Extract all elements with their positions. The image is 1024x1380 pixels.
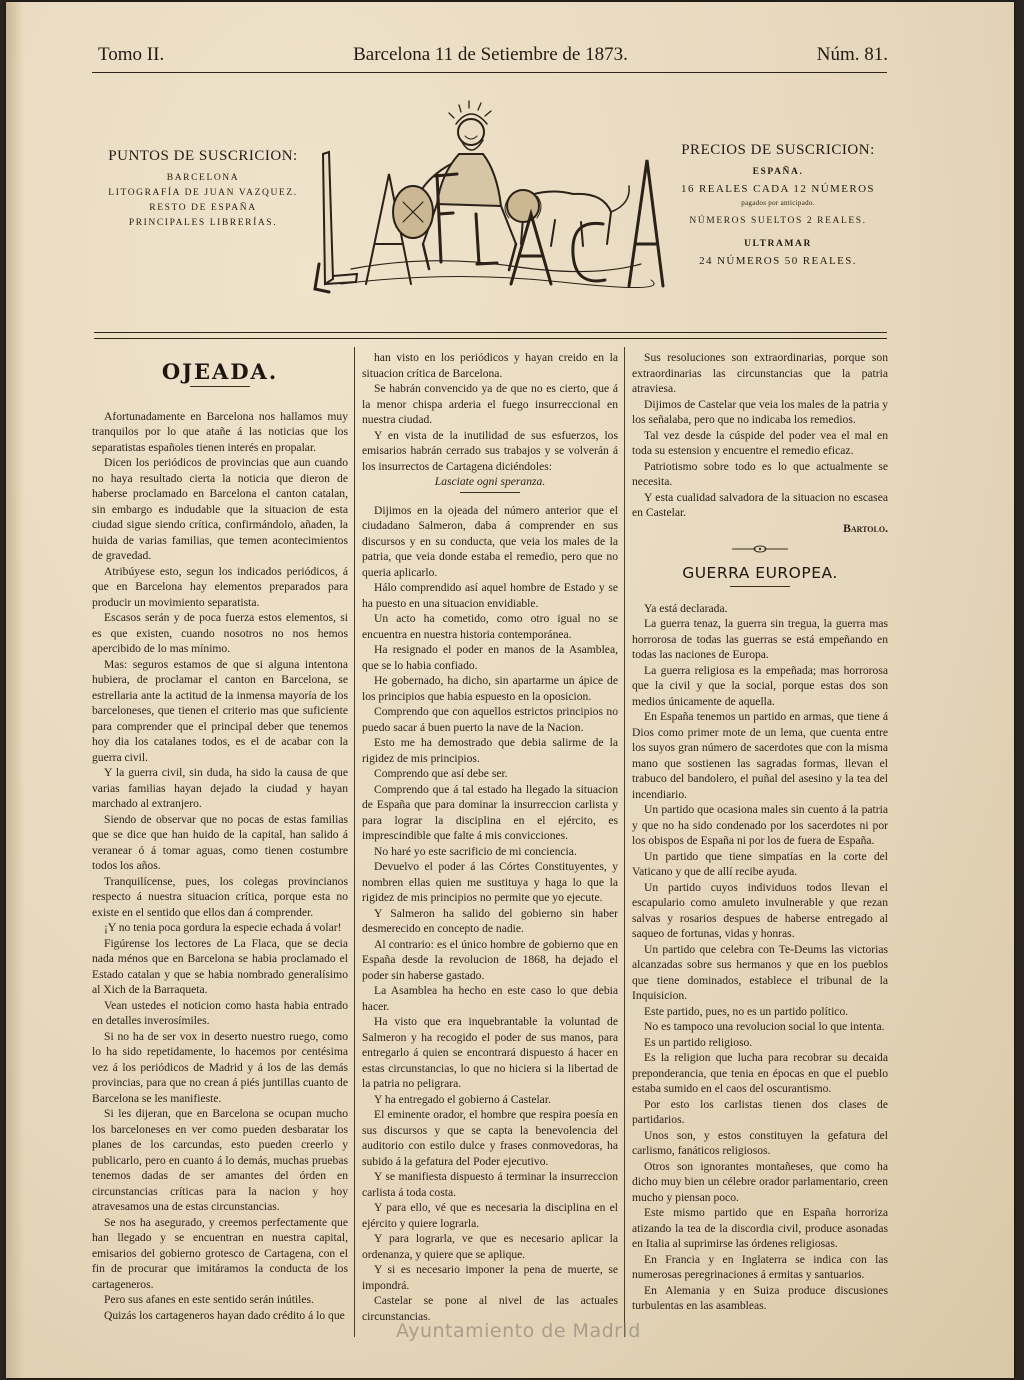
paragraph: Un partido que ocasiona males sin cuento á la patria y que no ha sido condenado por los sacerdotes ni por los obispos de España ni por los de fuera de España. bbox=[632, 803, 888, 847]
paragraph: Patriotismo sobre todo es lo que actualmente se necesita. bbox=[632, 459, 888, 488]
price-ultramar-label: ULTRAMAR bbox=[744, 239, 812, 249]
title-rule bbox=[190, 386, 250, 387]
quote-lasciate: Lasciate ogni speranza. bbox=[434, 475, 546, 488]
price-espana-label: ESPAÑA. bbox=[752, 167, 804, 177]
paragraph: Afortunadamente en Barcelona nos hallamos muy tranquilos por lo que atañe á las noticias que los separatistas españoles tienen interés en propalar. bbox=[92, 409, 348, 454]
paragraph: Un partido que tiene simpatías en la corte del Vaticano y que de allí recibe ayuda. bbox=[632, 849, 888, 878]
title-rule-2 bbox=[730, 586, 790, 587]
paragraph: He gobernado, ha dicho, sin apartarme un ápice de los principios que habia espuesto en la oposicion. bbox=[362, 674, 618, 703]
paragraph: Un acto ha cometido, como otro igual no se encuentra en nuestra historia contemporánea. bbox=[362, 612, 618, 641]
subscription-prices-title: PRECIOS DE SUSCRICION: bbox=[681, 142, 875, 158]
paragraph: Escasos serán y de poca fuerza estos elementos, si es que existen, cuando nosotros no nos hemos apercibido de lo mas mínimo. bbox=[92, 611, 348, 655]
paragraph: Dijimos en la ojeada del número anterior que el ciudadano Salmeron, daba á comprender en sus discursos y en su conducta, que veia los males de la patria, que veia donde estaba el remedio, pero que no queria aplicarlo. bbox=[362, 503, 618, 579]
newspaper-page bbox=[6, 2, 1014, 1378]
paragraph: Comprendo que con aquellos estrictos principios no puedo sacar á buen puerto la nave de la Nacion. bbox=[362, 705, 618, 734]
paragraph: Hálo comprendido así aquel hombre de Estado y se ha puesto en una situacion envidiable. bbox=[362, 581, 618, 610]
watermark-text: Ayuntamiento de Madrid bbox=[396, 1320, 641, 1342]
masthead-illustration bbox=[311, 94, 676, 309]
paragraph: Si no ha de ser vox in deserto nuestro ruego, como lo ha sido repetidamente, lo hacemos por centésima vez á los periódicos de Madrid y á los de las demás provincias, para que no crean á piés juntillas cuanto de Barcelona se les manifieste. bbox=[92, 1029, 348, 1105]
paragraph: Dicen los periódicos de provincias que aun cuando no haya resultado cierta la noticia que dieron de haberse proclamado en Barcelona el canton catalan, sin embargo es indudable que la situacion de esta ciudad sigue siendo crítica, confirmándolo, añaden, la huida de varias familias, que temen acontecimientos de gravedad. bbox=[92, 456, 348, 562]
paragraph: Comprendo que así debe ser. bbox=[374, 767, 508, 780]
paragraph: Tranquilícense, pues, los colegas provincianos respecto á nuestra situacion crítica, porque esta no existe en el sentido que ellos dan á comprender. bbox=[92, 874, 348, 919]
subscription-points bbox=[98, 148, 308, 231]
paragraph: Ha resignado el poder en manos de la Asamblea, que se lo habia confiado. bbox=[362, 643, 618, 672]
sub-point-barcelona: BARCELONA bbox=[166, 173, 240, 183]
paragraph: Mas: seguros estamos de que si alguna intentona hubiera, de proclamar el canton en Barcelona, se estrellaria ante la actitud de la inmensa mayoría de los barceloneses, que tienen el criterio mas que suficiente para comprender que el principal deber que tenemos hoy dia los catalanes todos, es el de acabar con la guerra civil. bbox=[92, 657, 348, 764]
paragraph: Y se manifiesta dispuesto á terminar la insurreccion carlista á toda costa. bbox=[362, 1170, 618, 1199]
paragraph: Vean ustedes el noticion como hasta habia entrado en detalles inverosímiles. bbox=[92, 998, 348, 1027]
paragraph: Se habrán convencido ya de que no es cierto, que á la menor chispa arderia el fuego insurreccional en nuestra ciudad. bbox=[362, 382, 618, 426]
sub-point-librerias: PRINCIPALES LIBRERÍAS. bbox=[128, 218, 278, 228]
paragraph: En España tenemos un partido en armas, que tiene á Dios como primer mote de un lema, que cuenta entre los suyos gran número de sacerdotes que con la misma mano que sostienen las sagradas formas, llevan el trabuco del bandolero, el puñal del asesino y la tea del incendiario. bbox=[632, 710, 888, 801]
article-body-castelar bbox=[632, 350, 888, 521]
sub-point-litografia: LITOGRAFÍA DE JUAN VAZQUEZ. bbox=[108, 188, 298, 198]
paragraph: Atribúyese esto, segun los indicados periódicos, á que en Barcelona hay elementos preparados para producir un movimiento separatista. bbox=[92, 564, 348, 609]
paragraph: Ya está declarada. bbox=[644, 601, 728, 615]
column-2 bbox=[362, 350, 618, 1324]
paragraph: Un partido que celebra con Te-Deums las victorias alcanzadas sobre sus hermanos y que en los pueblos que tiene dominados, establece el tribunal de la Inquisicion. bbox=[632, 942, 888, 1002]
paragraph: La guerra religiosa es la empeñada; mas horrorosa que la civil y que la social, porque estas dos son medios únicamente de aquella. bbox=[632, 663, 888, 708]
paragraph: Figúrense los lectores de La Flaca, que se decia nada ménos que en Barcelona se habia proclamado el Estado catalan y que se habia nombrado generalísimo al Xich de la Barraqueta. bbox=[92, 936, 348, 996]
paragraph: En Alemania y en Suiza produce discusiones turbulentas en las asambleas. bbox=[632, 1283, 888, 1312]
paragraph: Tal vez desde la cúspide del poder vea el mal en toda su estension y encuentre el remedio eficaz. bbox=[632, 428, 888, 457]
paragraph: La guerra tenaz, la guerra sin tregua, la guerra mas horrorosa de todas las guerras se está empeñando en todas las naciones de Europa. bbox=[632, 617, 888, 661]
paragraph: Y para lograrla, ve que es necesario aplicar la ordenanza, y quiere que se aplique. bbox=[362, 1232, 618, 1261]
price-espana-note: pagados por anticipado. bbox=[741, 199, 815, 207]
paragraph: Esto me ha demostrado que debia salirme de la rigidez de mis principios. bbox=[362, 736, 618, 765]
subscription-prices bbox=[678, 142, 878, 270]
article-signature: Bartolo. bbox=[843, 521, 888, 535]
paragraph: La Asamblea ha hecho en este caso lo que debia hacer. bbox=[362, 984, 618, 1013]
paragraph: Comprendo que á tal estado ha llegado la situacion de España que para dominar la insurreccion carlista y para lograr la disciplina en el ejército, es imprescindible que falte á mis convicciones. bbox=[362, 782, 618, 842]
subscription-points-title: PUNTOS DE SUSCRICION: bbox=[108, 148, 298, 164]
article-body-guerra-europea bbox=[632, 601, 888, 1314]
issue-date: Barcelona 11 de Setiembre de 1873. bbox=[353, 44, 628, 65]
column-divider-1 bbox=[354, 347, 355, 1337]
sub-point-resto: RESTO DE ESPAÑA bbox=[149, 203, 257, 213]
price-ultramar: 24 NÚMEROS 50 REALES. bbox=[699, 255, 857, 267]
issue-header bbox=[98, 44, 888, 66]
article-title-guerra-europea: GUERRA EUROPEA. bbox=[682, 564, 838, 582]
paragraph: Y la guerra civil, sin duda, ha sido la causa de que varias familias hayan dejado la ciudad y hayan marchado al extranjero. bbox=[92, 766, 348, 810]
paragraph: Y para ello, vé que es necesaria la disciplina en el ejército y quiere lograrla. bbox=[362, 1201, 618, 1230]
paragraph: Por esto los carlistas tienen dos clases de partidarios. bbox=[632, 1097, 888, 1126]
column-1 bbox=[92, 350, 348, 1323]
header-rule bbox=[92, 72, 887, 73]
paragraph: Pero sus afanes en este sentido serán inútiles. bbox=[104, 1293, 314, 1306]
paragraph: Este mismo partido que en España horroriza atizando la tea de la discordia civil, produce asonadas en Italia al suprimirse las órdenes religiosas. bbox=[632, 1206, 888, 1250]
paragraph: Y si es necesario imponer la pena de muerte, se impondrá. bbox=[362, 1263, 618, 1292]
section-rule bbox=[460, 492, 520, 493]
paragraph: No haré yo este sacrificio de mi conciencia. bbox=[374, 844, 577, 858]
paragraph: Y esta cualidad salvadora de la situacion no escasea en Castelar. bbox=[632, 490, 888, 519]
paragraph: Un partido cuyos individuos todos llevan el escapulario como amuleto invulnerable y que rezan salvas y rosarios despues de haberse entregado al saqueo de fortunas, vidas y honras. bbox=[632, 880, 888, 940]
paragraph: Unos son, y estos constituyen la gefatura del carlismo, fanáticos religiosos. bbox=[632, 1128, 888, 1157]
paragraph: Es la religion que lucha para recobrar su decaida preponderancia, que tenia en épocas en que el pueblo estaba sumido en el caos del oscurantismo. bbox=[632, 1051, 888, 1095]
price-espana: 16 REALES CADA 12 NÚMEROS bbox=[681, 183, 875, 195]
paragraph: El eminente orador, el hombre que respira poesía en sus discursos y que se capta la benevolencia del auditorio con estilo dulce y frases conmovedoras, ha subido á la gefatura del Poder ejecutivo. bbox=[362, 1108, 618, 1168]
paragraph: Otros son ignorantes montañeses, que como ha dicho muy bien un célebre orador parlamentario, creen mucho y piensan poco. bbox=[632, 1159, 888, 1204]
paragraph: Se nos ha asegurado, y creemos perfectamente que han llegado y se encuentran en nuestra capital, emisarios del gobierno grotesco de Cartagena, con el fin de procurar que imitáramos la conducta de los cartageneros. bbox=[92, 1215, 348, 1291]
paragraph: Y Salmeron ha salido del gobierno sin haber desmerecido en concepto de nadie. bbox=[362, 906, 618, 935]
paragraph: Castelar se pone al nivel de las actuales circunstancias. bbox=[362, 1294, 618, 1323]
article-body-ojeada bbox=[92, 409, 348, 1324]
ornament-divider-icon bbox=[730, 544, 790, 554]
paragraph: Dijimos de Castelar que veia los males de la patria y los señalaba, pero que no indicaba los remedios. bbox=[632, 397, 888, 426]
column-3 bbox=[632, 350, 888, 1314]
column-divider-2 bbox=[624, 347, 625, 1337]
paragraph: Siendo de observar que no pocas de estas familias que se dice que han huido de la capital, han salido á veranear ó á tomar aguas, como tienen costumbre todos los años. bbox=[92, 812, 348, 872]
paragraph: Devuelvo el poder á las Córtes Constituyentes, y nombren ellas quien me sustituya y haga lo que la rigidez de mis principios no permite que yo ejecute. bbox=[362, 860, 618, 904]
paragraph: No es tampoco una revolucion social lo que intenta. bbox=[644, 1020, 885, 1033]
paragraph: Ha visto que era inquebrantable la voluntad de Salmeron y ha recogido el poder de sus manos, para entregarlo á quien se encontrará dispuesto á hacer en estas circunstancias, lo que no hiciera si la libertad de la patria no peligrara. bbox=[362, 1015, 618, 1090]
page-binding-shadow bbox=[6, 2, 24, 1378]
paragraph: Si les dijeran, que en Barcelona se ocupan mucho los barceloneses en ver como pueden desbaratar los planes de los carcundas, esto pueden creerlo y publicarlo, pero en cuanto á lo demás, muchas pruebas tenemos dadas de ser amantes del órden en circunstancias críticas para la nacion y hoy atravesamos una de estas circunstancias. bbox=[92, 1107, 348, 1213]
paragraph: Sus resoluciones son extraordinarias, porque son extraordinarias las circunstancias que la patria atraviesa. bbox=[632, 351, 888, 395]
paragraph: Y en vista de la inutilidad de sus esfuerzos, los emisarios habrán cerrado sus trabajos y se volverán á los insurrectos de Cartagena diciéndoles: bbox=[362, 428, 618, 473]
masthead-double-rule bbox=[94, 332, 887, 339]
paragraph: Quizás los cartageneros hayan dado crédito á lo que bbox=[104, 1308, 345, 1322]
article-body-continued bbox=[362, 350, 618, 474]
article-body-salmeron bbox=[362, 503, 618, 1325]
volume-label: Tomo II. bbox=[98, 44, 165, 65]
paragraph: Este partido, pues, no es un partido político. bbox=[644, 1004, 849, 1018]
paragraph: Y ha entregado el gobierno á Castelar. bbox=[374, 1092, 551, 1106]
paragraph: ¡Y no tenia poca gordura la especie echada á volar! bbox=[104, 921, 342, 934]
paragraph: Al contrario: es el único hombre de gobierno que en España desde la revolucion de 1868, ha dejado el poder sin haberse gastado. bbox=[362, 937, 618, 982]
paragraph: En Francia y en Inglaterra se indica con las numerosas peregrinaciones á ermitas y santuarios. bbox=[632, 1252, 888, 1281]
issue-number: Núm. 81. bbox=[816, 44, 888, 65]
paragraph: Es un partido religioso. bbox=[644, 1035, 753, 1049]
price-sueltos: NÚMEROS SUELTOS 2 REALES. bbox=[689, 216, 867, 226]
paragraph: han visto en los periódicos y hayan creido en la situacion crítica de Barcelona. bbox=[362, 351, 618, 380]
article-title-ojeada: OJEADA. bbox=[161, 359, 279, 384]
